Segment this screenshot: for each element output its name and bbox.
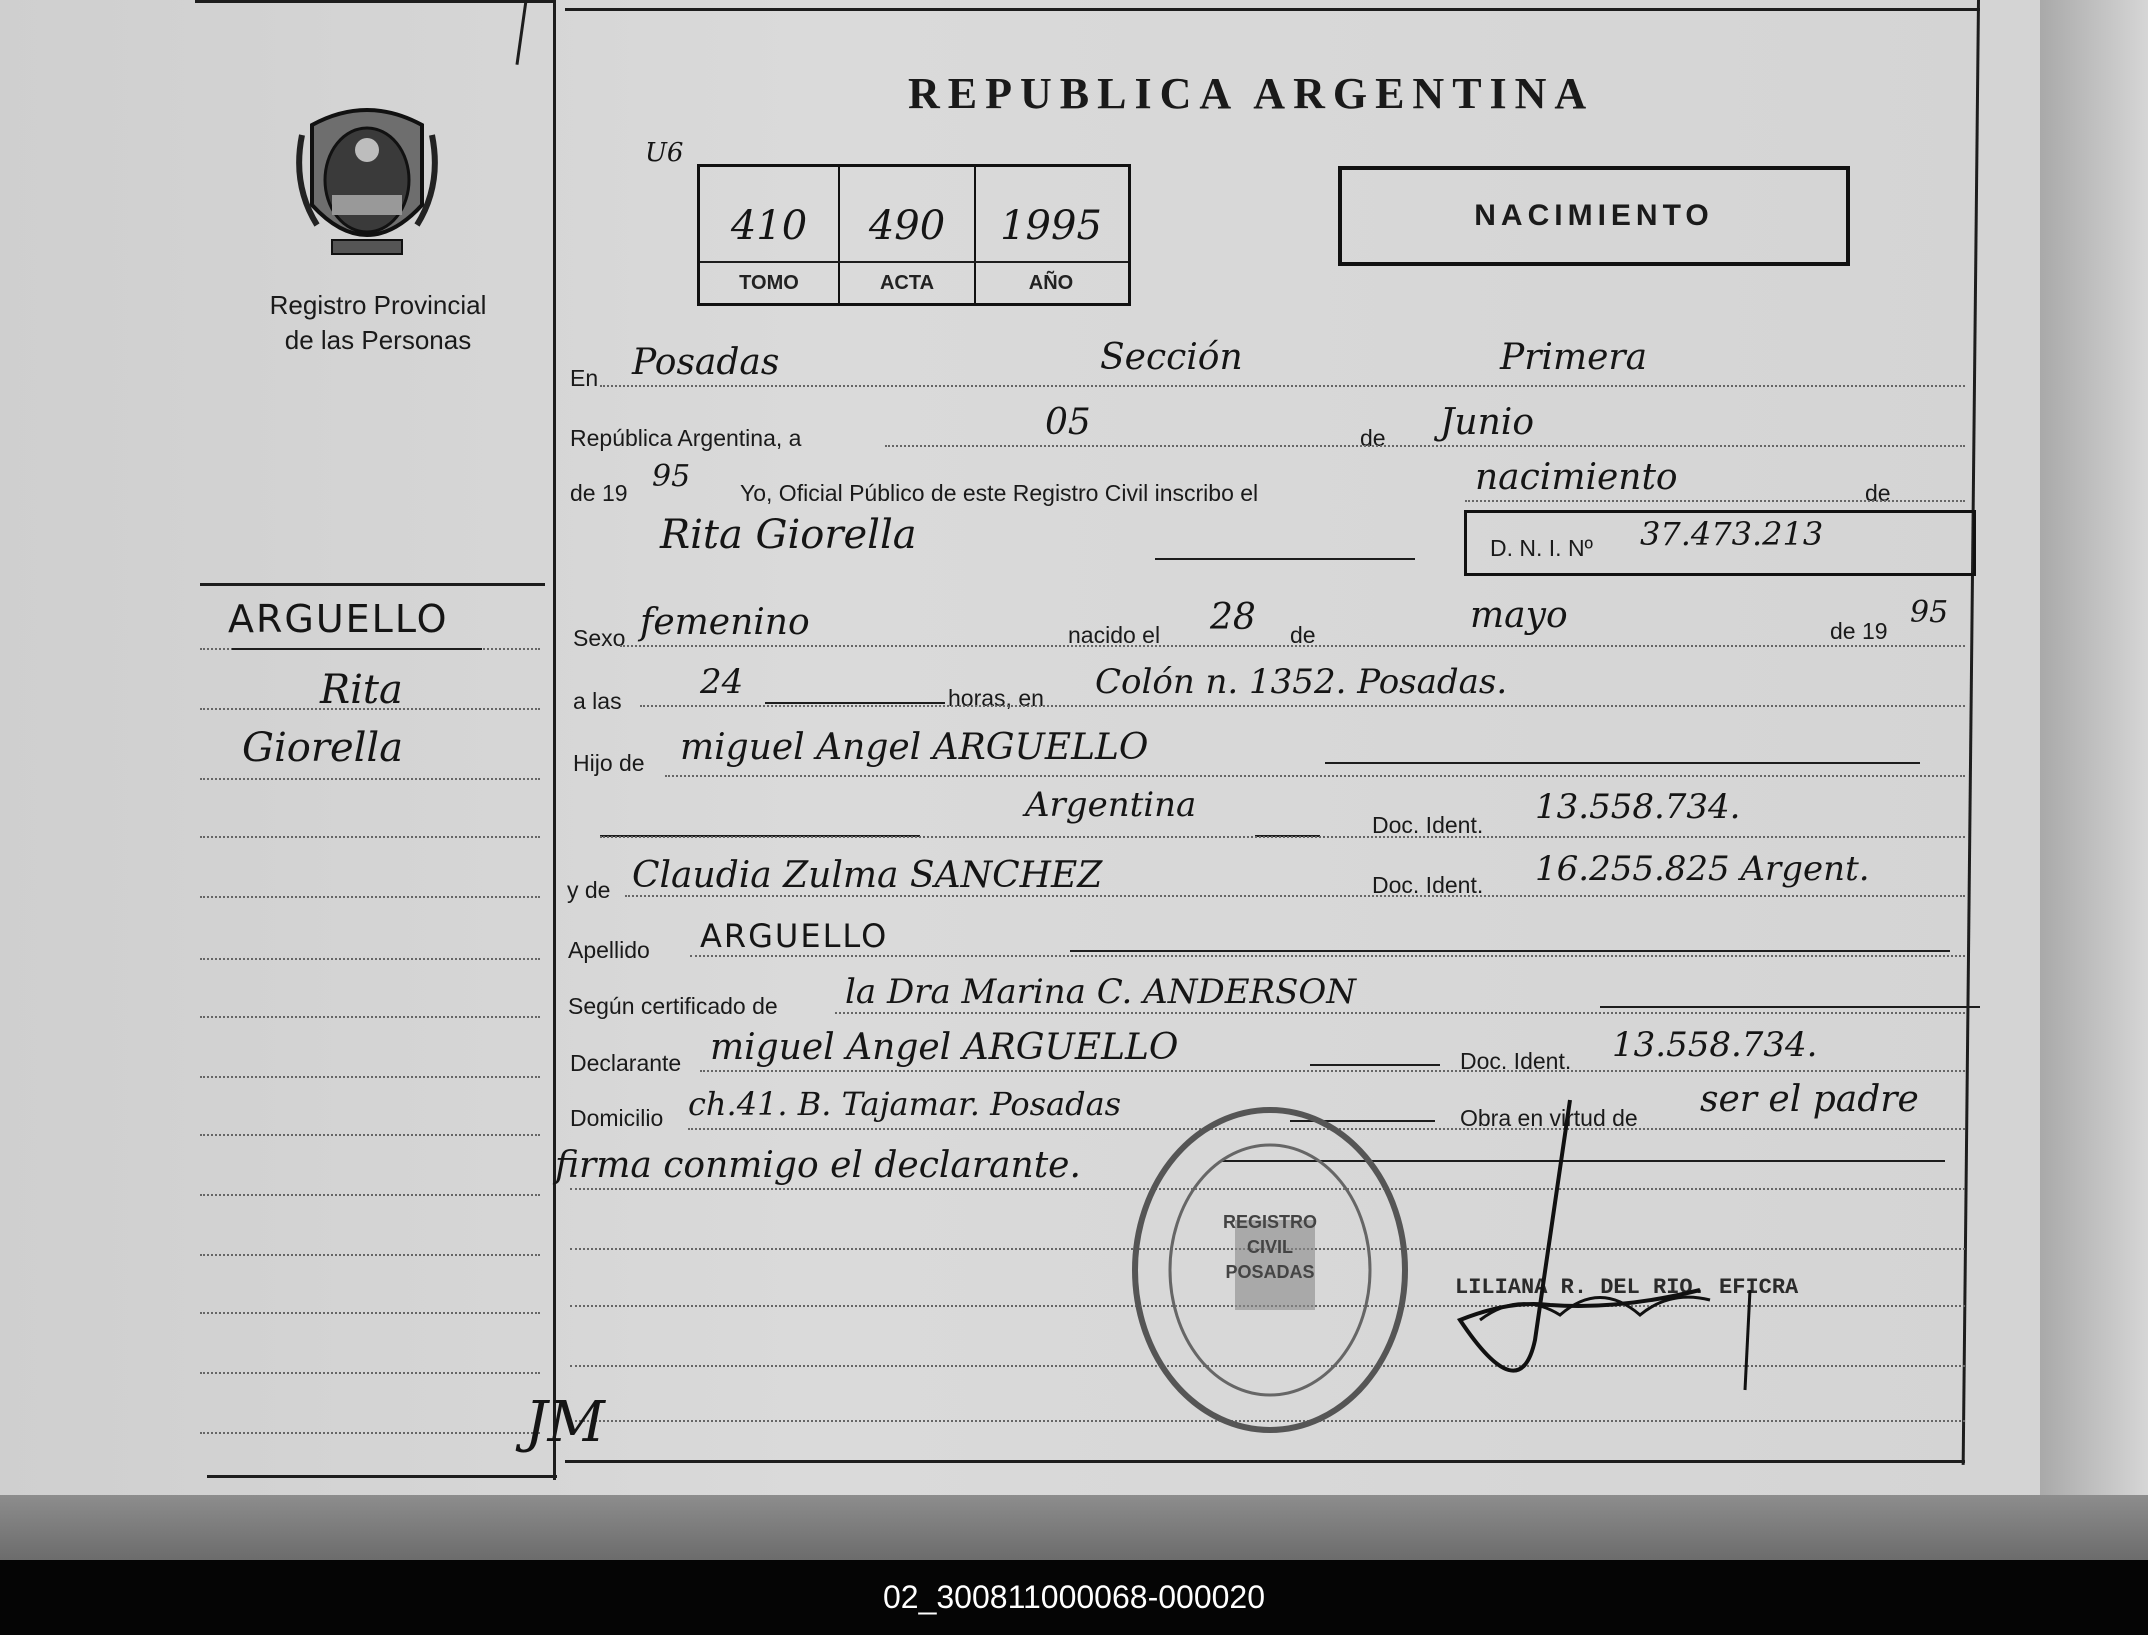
birth-year: 95 — [1910, 595, 1949, 630]
hijo-label: Hijo de — [573, 750, 645, 776]
issuer-line-2: de las Personas — [284, 325, 472, 355]
page-bottom-shadow — [0, 1495, 2148, 1560]
seal-line-2: CIVIL — [1246, 1237, 1293, 1258]
name-underline — [1155, 558, 1415, 560]
mother-doc: 16.255.825 Argent. — [1535, 849, 1870, 889]
cert-underline — [1600, 1006, 1980, 1008]
row-line — [835, 1012, 1965, 1014]
declarante-value: miguel Angel ARGUELLO — [710, 1027, 1179, 1068]
top-rule-left — [195, 0, 555, 3]
hora-underline — [765, 702, 945, 704]
row-line — [600, 385, 1965, 387]
acta-cell — [840, 167, 976, 303]
registry-annotation: U6 — [645, 138, 684, 168]
father-nationality: Argentina — [1025, 785, 1197, 825]
tomo-cell — [700, 167, 840, 303]
seal-line-1: REGISTRO — [1222, 1212, 1317, 1232]
column-divider — [553, 0, 556, 1480]
margin-line — [200, 1254, 540, 1256]
certificado-value: la Dra Marina C. ANDERSON — [845, 972, 1357, 1012]
margin-line — [200, 958, 540, 960]
seal-text — [1205, 1210, 1335, 1286]
mother-doc-label: Doc. Ident. — [1372, 872, 1484, 898]
row-line — [700, 1070, 1965, 1072]
row-line — [665, 775, 1965, 777]
mother-name: Claudia Zulma SANCHEZ — [632, 855, 1103, 896]
ano-value: 1995 — [1000, 203, 1102, 249]
page-title: REPUBLICA ARGENTINA — [908, 69, 1595, 118]
oficial-text: Yo, Oficial Público de este Registro Civil inscribo el — [740, 480, 1259, 506]
father-underline — [1325, 762, 1920, 764]
a-las-label: a las — [573, 688, 622, 714]
tomo-label: TOMO — [739, 272, 799, 294]
father-doc-label: Doc. Ident. — [1372, 812, 1484, 838]
year-suffix: 95 — [652, 459, 691, 494]
nacido-label: nacido el — [1068, 622, 1161, 648]
sexo-label: Sexo — [573, 625, 626, 651]
birth-day: 28 — [1210, 597, 1256, 638]
firma-text: firma conmigo el declarante. — [555, 1145, 1081, 1186]
apellido-underline — [1070, 950, 1950, 952]
row-line — [1465, 500, 1965, 502]
margin-line — [200, 1432, 540, 1434]
row-line — [625, 895, 1965, 897]
en-label: En — [570, 365, 599, 391]
declarante-doc-label: Doc. Ident. — [1460, 1048, 1572, 1074]
acta-label: ACTA — [879, 272, 935, 294]
margin-line — [200, 1016, 540, 1018]
acta-value: 490 — [868, 203, 946, 249]
margin-underline — [232, 648, 482, 650]
margin-line — [200, 896, 540, 898]
de-label-3: de — [1290, 622, 1316, 648]
record-type-box: NACIMIENTO — [1338, 166, 1850, 266]
signature-icon — [1440, 1090, 1780, 1430]
top-rule-right — [565, 8, 1980, 11]
bottom-rule-right — [565, 1460, 1965, 1463]
domicilio-label: Domicilio — [570, 1105, 664, 1131]
father-name: miguel Angel ARGUELLO — [680, 727, 1149, 768]
row-line — [690, 955, 1965, 957]
issuer-line-1: Registro Provincial — [269, 290, 487, 320]
birth-month: mayo — [1470, 595, 1568, 636]
page-edge — [2040, 0, 2148, 1510]
dni-label: D. N. I. Nº — [1490, 535, 1593, 561]
domicilio-value: ch.41. B. Tajamar. Posadas — [688, 1085, 1122, 1123]
obra-label: Obra en virtud de — [1460, 1105, 1638, 1131]
tomo-value: 410 — [730, 203, 808, 249]
file-id: 02_300811000068-000020 — [882, 1579, 1265, 1615]
margin-line — [200, 1076, 540, 1078]
row-line — [640, 705, 1965, 707]
seal-line-3: POSADAS — [1225, 1262, 1315, 1283]
margin-line — [200, 1372, 540, 1374]
ano-label: AÑO — [1028, 272, 1074, 294]
father-doc: 13.558.734. — [1535, 787, 1741, 827]
day-value: 05 — [1045, 402, 1091, 443]
official-stamp-name: LILIANA R. DEL RIO. EFICRA — [1455, 1275, 1799, 1300]
declarante-label: Declarante — [570, 1050, 682, 1076]
birth-place: Colón n. 1352. Posadas. — [1095, 662, 1508, 702]
person-name: Rita Giorella — [660, 512, 917, 558]
section-word: Sección — [1100, 337, 1243, 378]
declarante-underline — [1310, 1064, 1440, 1066]
de-label: de — [1360, 425, 1386, 451]
row-line — [885, 445, 1965, 447]
margin-initial: JM — [525, 1390, 605, 1455]
margin-line — [200, 778, 540, 780]
margin-line — [200, 1134, 540, 1136]
sexo-value: femenino — [640, 602, 810, 643]
obra-value: ser el padre — [1700, 1079, 1919, 1120]
file-id-bar — [0, 1560, 2148, 1635]
coat-of-arms-icon — [292, 95, 442, 265]
margin-line — [200, 1194, 540, 1196]
y-de-label: y de — [567, 877, 611, 903]
hora-value: 24 — [700, 662, 744, 702]
margin-top-rule — [200, 583, 545, 586]
declarante-doc: 13.558.734. — [1612, 1025, 1818, 1065]
month-value: Junio — [1440, 402, 1534, 443]
registry-divider — [700, 261, 1128, 263]
margin-given-2: Giorella — [242, 725, 404, 771]
de-label-2: de — [1865, 480, 1891, 506]
apellido-label: Apellido — [568, 937, 650, 963]
segun-label: Según certificado de — [568, 993, 778, 1019]
bottom-rule-left — [207, 1475, 557, 1478]
place-value: Posadas — [632, 342, 780, 383]
republica-label: República Argentina, a — [570, 425, 802, 451]
margin-line — [200, 836, 540, 838]
horas-en-label: horas, en — [948, 685, 1044, 711]
row-line — [620, 645, 1965, 647]
year-prefix: de 19 — [570, 480, 628, 506]
ano-cell — [976, 167, 1126, 303]
margin-given-1: Rita — [320, 667, 403, 713]
section-value: Primera — [1500, 337, 1648, 378]
act-type-value: nacimiento — [1475, 457, 1678, 498]
de19-label: de 19 — [1830, 618, 1888, 644]
row-line — [600, 836, 1965, 838]
registry-box — [697, 164, 1131, 306]
apellido-value: ARGUELLO — [700, 917, 889, 955]
margin-surname: ARGUELLO — [228, 597, 449, 641]
margin-line — [200, 1312, 540, 1314]
dni-value: 37.473.213 — [1640, 515, 1824, 553]
